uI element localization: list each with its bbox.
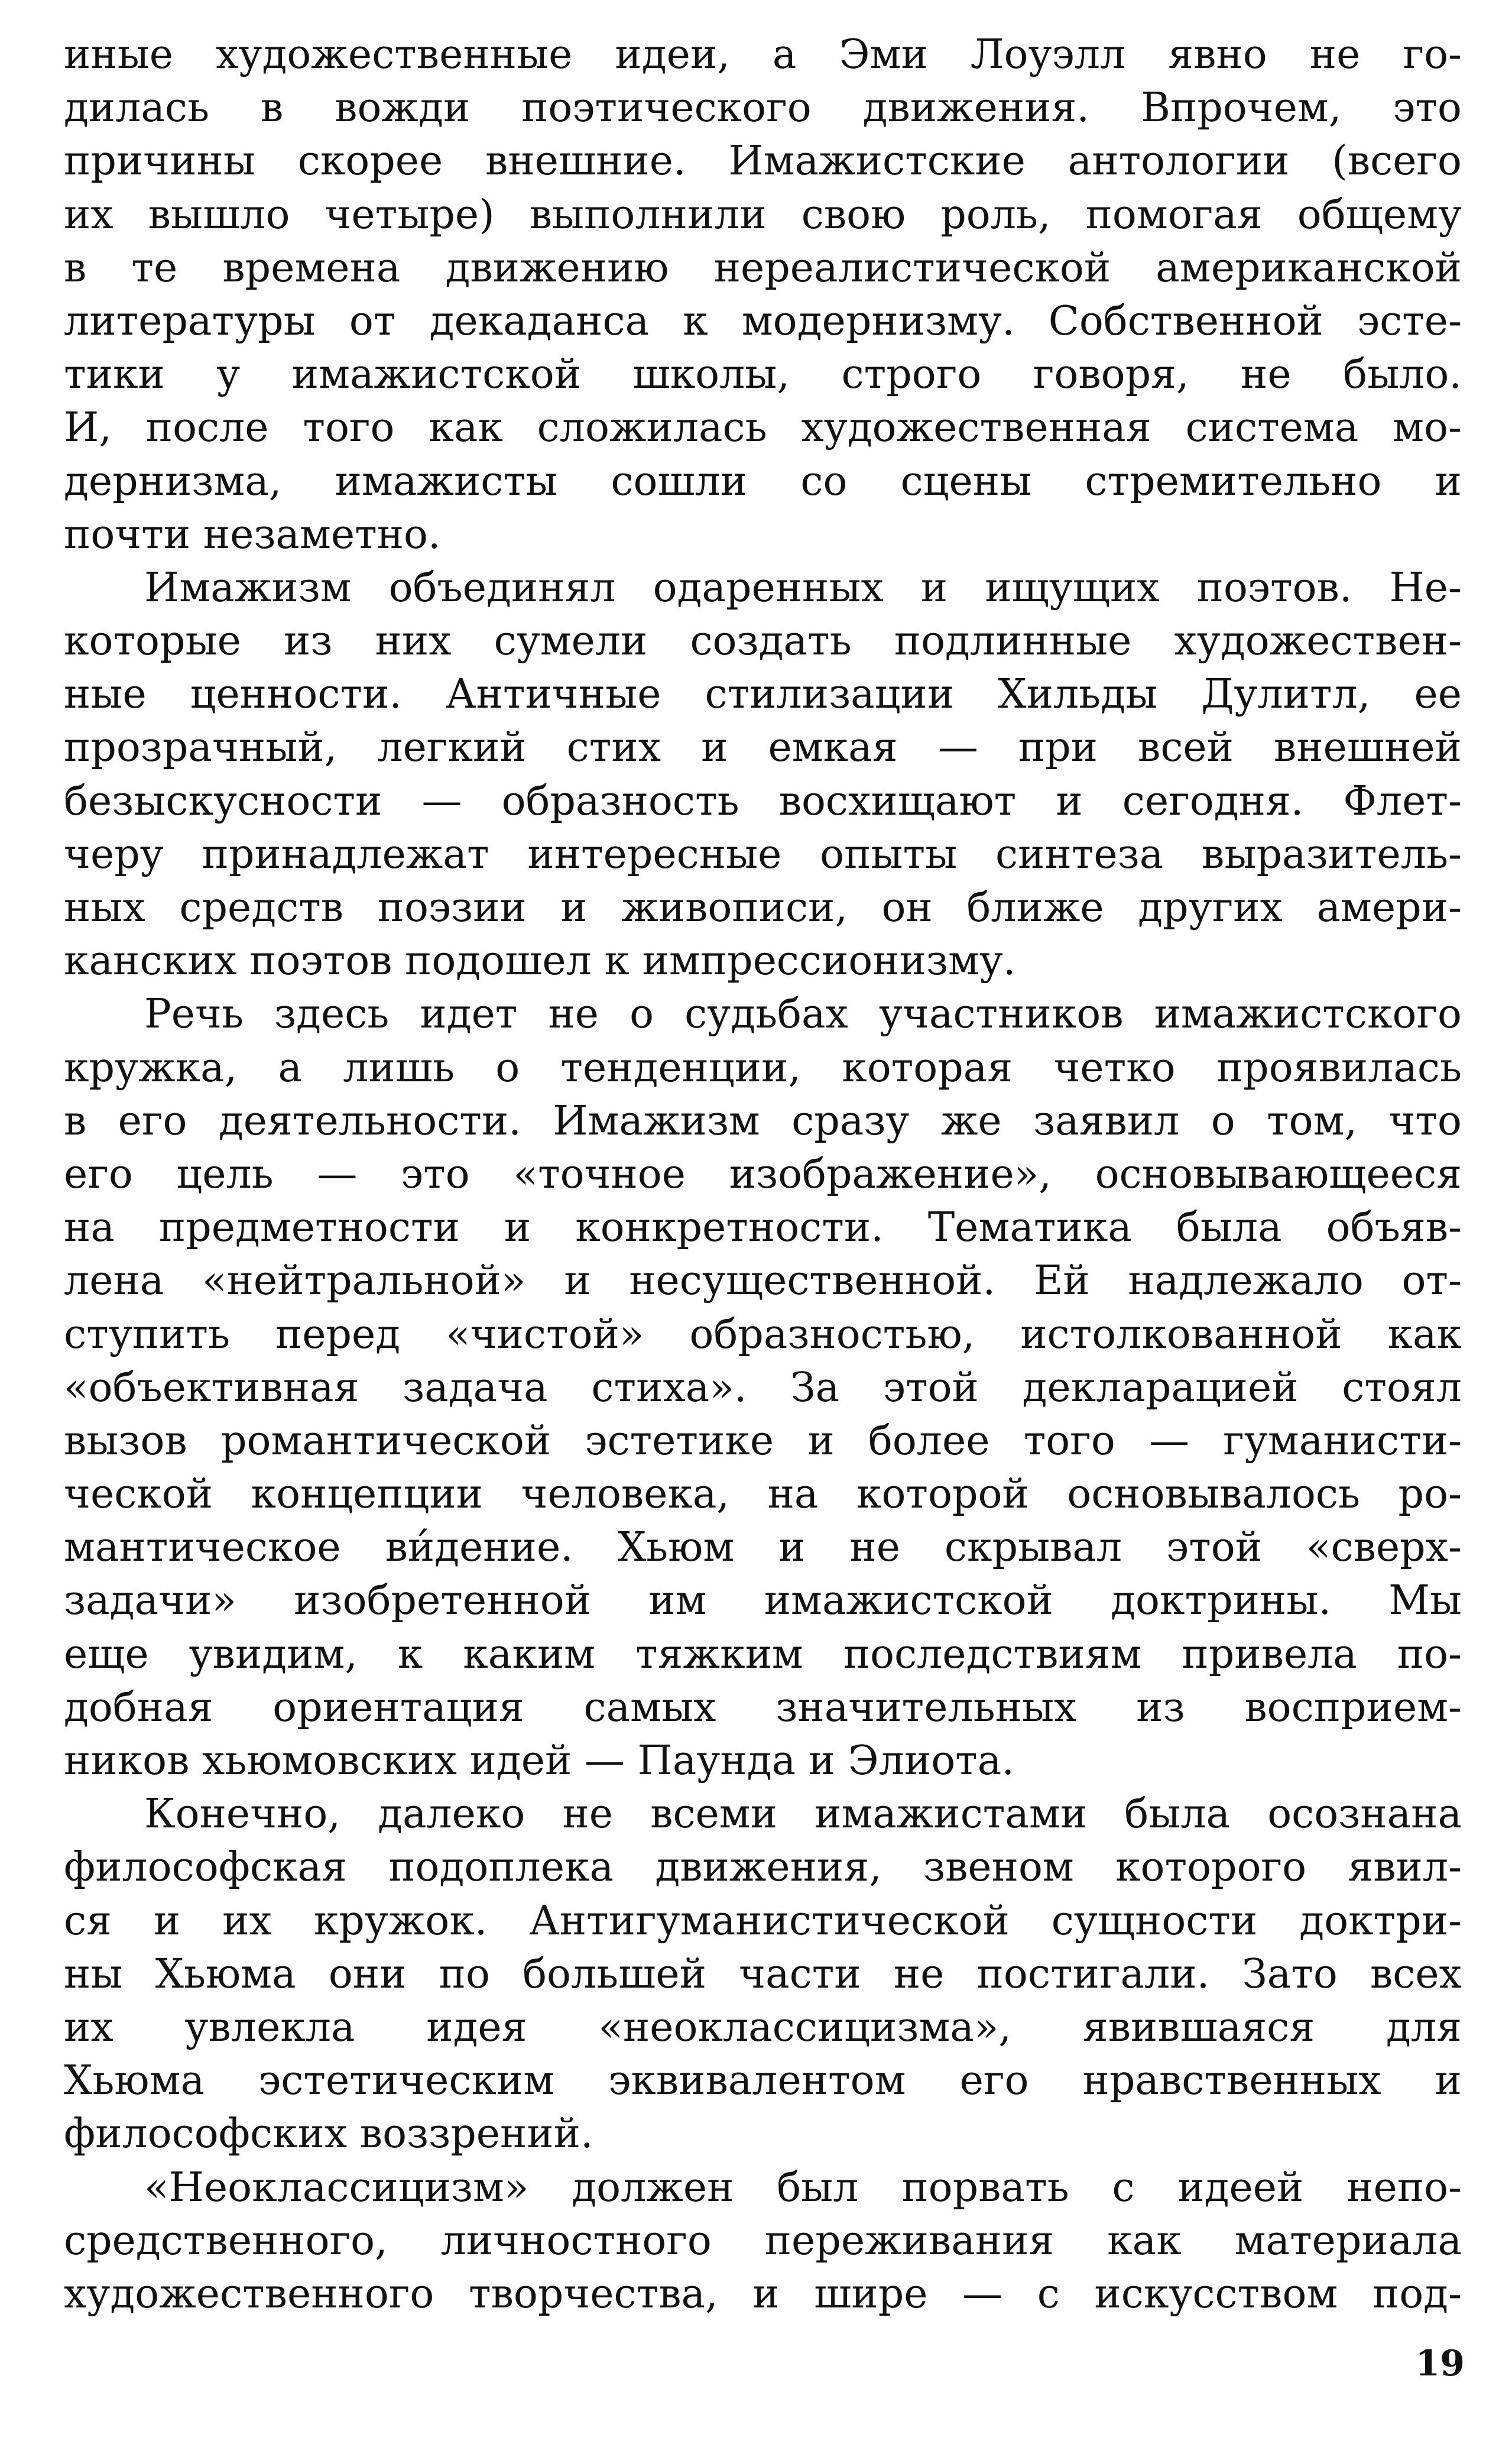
paragraph-first-line: «Неоклассицизм» должен был порвать с идеей непо- bbox=[144, 2164, 1462, 2211]
text-line: лена «нейтральной» и несущественной. Ей надлежало от- bbox=[64, 1257, 1462, 1305]
text-line: ников хьюмовских идей — Паунда и Элиота. bbox=[64, 1738, 1014, 1784]
paragraph-first-line: Речь здесь идет не о судьбах участников имажистского bbox=[144, 991, 1462, 1038]
text-line: художественного творчества, и шире — с искусством под- bbox=[64, 2270, 1462, 2317]
text-line: философская подоплека движения, звеном которого явил- bbox=[64, 1844, 1462, 1891]
text-line: их вышло четыре) выполнили свою роль, помогая общему bbox=[64, 191, 1462, 238]
text-line: ческой концепции человека, на которой основывалось ро- bbox=[64, 1471, 1462, 1518]
text-line: их увлекла идея «неоклассицизма», явившаяся для bbox=[64, 2004, 1462, 2051]
text-line: в его деятельности. Имажизм сразу же заявил о том, что bbox=[64, 1097, 1462, 1145]
body-text bbox=[64, 28, 1462, 2321]
text-line: ных средств поэзии и живописи, он ближе других амери- bbox=[64, 884, 1462, 931]
text-line: ся и их кружок. Антигуманистической сущности доктри- bbox=[64, 1897, 1462, 1944]
paragraph-first-line: Конечно, далеко не всеми имажистами была осознана bbox=[144, 1791, 1462, 1838]
text-line: безыскусности — образность восхищают и сегодня. Флет- bbox=[64, 777, 1462, 825]
text-line: литературы от декаданса к модернизму. Собственной эсте- bbox=[64, 297, 1462, 345]
text-line: которые из них сумели создать подлинные художествен- bbox=[64, 618, 1462, 665]
text-line: мантическое ви́дение. Хьюм и не скрывал этой «сверх- bbox=[64, 1524, 1462, 1571]
paragraph-first-line: Имажизм объединял одаренных и ищущих поэтов. Не- bbox=[144, 564, 1462, 611]
text-line: прозрачный, легкий стих и емкая — при всей внешней bbox=[64, 724, 1462, 772]
text-line: почти незаметно. bbox=[64, 511, 441, 558]
text-line: канских поэтов подошел к импрессионизму. bbox=[64, 938, 1016, 985]
text-line: задачи» изобретенной им имажистской доктрины. Мы bbox=[64, 1577, 1462, 1625]
text-line: «объективная задача стиха». За этой декларацией стоял bbox=[64, 1364, 1462, 1411]
text-line: добная ориентация самых значительных из восприем- bbox=[64, 1684, 1462, 1731]
text-line: иные художественные идеи, а Эми Лоуэлл явно не го- bbox=[64, 31, 1462, 78]
text-line: средственного, личностного переживания как материала bbox=[64, 2217, 1462, 2264]
text-line: философских воззрений. bbox=[64, 2111, 593, 2158]
text-line: причины скорее внешние. Имажистские антологии (всего bbox=[64, 138, 1462, 185]
text-line: на предметности и конкретности. Тематика была объяв- bbox=[64, 1204, 1462, 1252]
text-line: дернизма, имажисты сошли со сцены стремительно и bbox=[64, 458, 1462, 505]
text-line: ные ценности. Античные стилизации Хильды Дулитл, ее bbox=[64, 671, 1462, 718]
text-line: черу принадлежат интересные опыты синтеза выразитель- bbox=[64, 831, 1462, 878]
text-line: ны Хьюма они по большей части не постигали. Зато всех bbox=[64, 1950, 1462, 1998]
text-line: И, после того как сложилась художественная система мо- bbox=[64, 404, 1462, 452]
text-line: дилась в вожди поэтического движения. Впрочем, это bbox=[64, 85, 1462, 132]
text-line: вызов романтической эстетике и более того — гуманисти- bbox=[64, 1417, 1462, 1464]
text-line: ступить перед «чистой» образностью, истолкованной как bbox=[64, 1311, 1462, 1358]
text-line: тики у имажистской школы, строго говоря, не было. bbox=[64, 351, 1462, 398]
text-line: Хьюма эстетическим эквивалентом его нравственных и bbox=[64, 2057, 1462, 2105]
text-line: в те времена движению нереалистической американской bbox=[64, 244, 1462, 291]
text-line: его цель — это «точное изображение», основывающееся bbox=[64, 1150, 1462, 1198]
text-line: еще увидим, к каким тяжким последствиям привела по- bbox=[64, 1631, 1462, 1678]
page-number: 19 bbox=[1415, 2343, 1465, 2384]
text-line: кружка, а лишь о тенденции, которая четко проявилась bbox=[64, 1044, 1462, 1091]
